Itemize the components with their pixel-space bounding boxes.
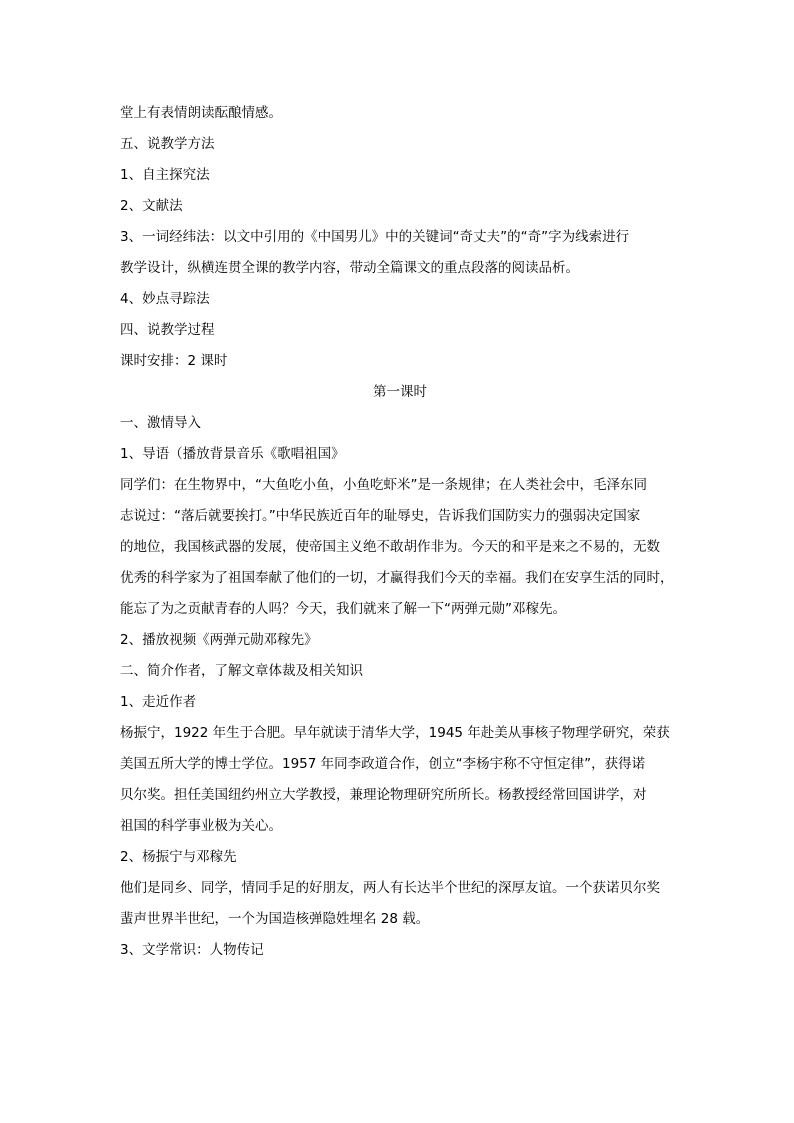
text-line: 同学们：在生物界中，“大鱼吃小鱼，小鱼吃虾米”是一条规律；在人类社会中，毛泽东同 [120, 477, 647, 493]
list-item: 1、自主探究法 [120, 167, 210, 183]
text-line: 祖国的科学事业极为关心。 [120, 818, 282, 834]
text-line: 能忘了为之贡献青春的人吗？今天，我们就来了解一下“两弹元勋”邓稼先。 [120, 601, 566, 617]
text-line: 优秀的科学家为了祖国奉献了他们的一切，才赢得我们今天的幸福。我们在安享生活的同时， [120, 570, 674, 586]
list-item: 1、导语（播放背景音乐《歌唱祖国》 [120, 446, 345, 462]
section-heading: 一、激情导入 [120, 415, 201, 431]
list-item: 2、播放视频《两弹元勋邓稼先》 [120, 632, 318, 648]
section-heading: 五、说教学方法 [120, 136, 215, 152]
list-item: 3、一词经纬法：以文中引用的《中国男儿》中的关键词“奇丈夫”的“奇”字为线索进行 [120, 229, 630, 245]
list-item: 4、妙点寻踪法 [120, 291, 210, 307]
text-line: 教学设计，纵横连贯全课的教学内容，带动全篇课文的重点段落的阅读品析。 [120, 260, 579, 276]
text-line: 的地位，我国核武器的发展，使帝国主义绝不敢胡作非为。今天的和平是来之不易的，无数 [120, 539, 660, 555]
text-line: 蜚声世界半世纪，一个为国造核弹隐姓埋名 28 载。 [120, 911, 430, 927]
text-line: 杨振宁，1922 年生于合肥。早年就读于清华大学，1945 年赴美从事核子物理学研究，荣获 [120, 725, 670, 741]
text-line: 美国五所大学的博士学位。1957 年同李政道合作，创立“李杨宇称不守恒定律”，获得诺 [120, 756, 646, 772]
lesson-title: 第一课时 [373, 384, 427, 400]
text-line: 课时安排：2 课时 [120, 353, 228, 369]
section-heading: 二、简介作者，了解文章体裁及相关知识 [120, 663, 363, 679]
text-line: 堂上有表情朗读酝酿情感。 [120, 105, 282, 121]
list-item: 1、走近作者 [120, 694, 197, 710]
section-heading: 四、说教学过程 [120, 322, 215, 338]
text-line: 他们是同乡、同学，情同手足的好朋友，两人有长达半个世纪的深厚友谊。一个获诺贝尔奖 [120, 880, 660, 896]
list-item: 2、文献法 [120, 198, 183, 214]
document-page [120, 98, 680, 966]
list-item: 2、杨振宁与邓稼先 [120, 849, 237, 865]
list-item: 3、文学常识：人物传记 [120, 942, 264, 958]
text-line: 贝尔奖。担任美国纽约州立大学教授，兼理论物理研究所所长。杨教授经常回国讲学，对 [120, 787, 647, 803]
text-line: 志说过：“落后就要挨打。”中华民族近百年的耻辱史，告诉我们国防实力的强弱决定国家 [120, 508, 641, 524]
